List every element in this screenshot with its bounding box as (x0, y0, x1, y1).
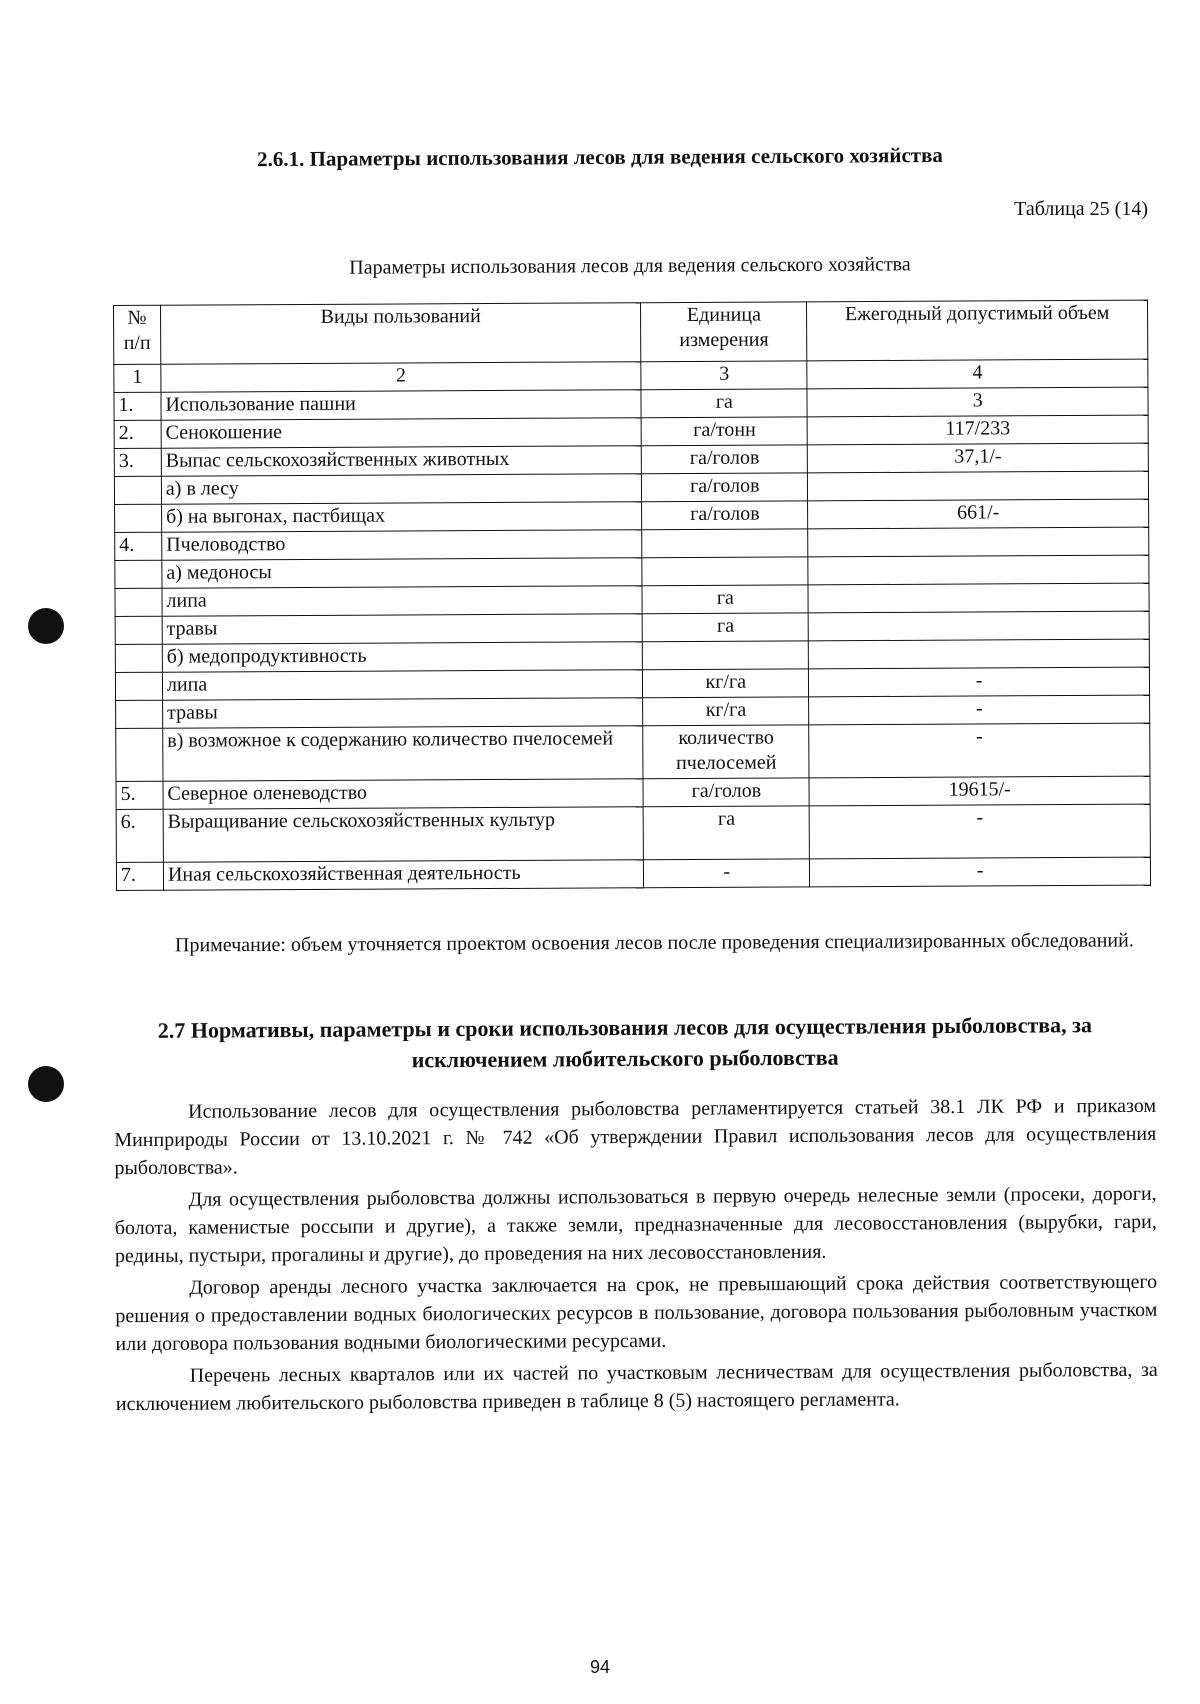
table-cell (808, 471, 1149, 501)
table-cell (115, 616, 162, 644)
table-cell: Виды пользований (160, 303, 641, 365)
table-header-row (114, 300, 1148, 364)
table-row (116, 804, 1150, 862)
paragraph: Перечень лесных кварталов или их частей по участковым лесничествам для осуществления рыболовства, за исключением любительского рыболовства приведен в таблице 8 (5) настоящего регламента. (115, 1358, 1158, 1416)
table-cell (808, 583, 1149, 613)
table-cell: 4 (807, 359, 1148, 389)
table-cell (116, 700, 163, 728)
punch-hole-mark (28, 608, 64, 644)
parameters-table-body (114, 300, 1151, 890)
table-cell: - (809, 667, 1150, 697)
table-cell: Единица измерения (641, 302, 807, 362)
table-cell: Ежегодный допустимый объем (807, 300, 1148, 361)
section-heading: 2.7 Нормативы, параметры и сроки использования лесов для осуществления рыболовства, за исключением любительского рыболовства (157, 1012, 1093, 1073)
table-cell: в) возможное к содержанию количество пчелосемей (163, 726, 644, 782)
body-text (114, 1092, 1158, 1422)
table-cell (643, 641, 809, 670)
table-cell: количество пчелосемей (643, 725, 809, 779)
table-caption: Параметры использования лесов для ведения сельского хозяйства (349, 253, 911, 279)
table-cell: - (644, 859, 810, 888)
table-cell: 1. (114, 392, 161, 420)
table-row (116, 857, 1150, 890)
table-cell: 2. (114, 420, 161, 448)
table-cell (115, 588, 162, 616)
table-cell: га/голов (643, 778, 809, 807)
table-cell: га/тонн (641, 417, 807, 446)
table-cell: Выращивание сельскохозяйственных культур (163, 807, 644, 863)
table-cell: б) медопродуктивность (162, 642, 643, 673)
paragraph: Использование лесов для осуществления рыболовства регламентируется статьей 38.1 ЛК РФ и приказом Минприроды России от 13.10.2021 г. № 742 «Об утверждении Правил использования лесов для осуществления рыболовства». (114, 1094, 1157, 1180)
table-cell (809, 639, 1150, 669)
table-cell: а) в лесу (161, 474, 642, 505)
table-cell: - (809, 695, 1150, 725)
table-cell: Иная сельскохозяйственная деятельность (163, 860, 644, 891)
table-cell: Выпас сельскохозяйственных животных (161, 446, 642, 477)
table-cell: б) на выгонах, пастбищах (161, 502, 642, 533)
table-cell: а) медоносы (162, 558, 643, 589)
table-cell: 661/- (808, 499, 1149, 529)
table-cell: га (643, 806, 809, 860)
table-cell (642, 557, 808, 586)
table-cell: - (809, 804, 1150, 859)
table-cell (116, 728, 163, 781)
table-cell (808, 611, 1149, 641)
table-cell: Северное оленеводство (163, 779, 644, 810)
section-heading: 2.6.1. Параметры использования лесов для ведения сельского хозяйства (257, 142, 943, 172)
table-cell: га/голов (642, 473, 808, 502)
table-cell: Использование пашни (161, 390, 642, 421)
table-cell: кг/га (643, 669, 809, 698)
table-cell: 3 (807, 387, 1148, 417)
table-cell: га/голов (642, 501, 808, 530)
table-cell: 2 (161, 362, 642, 393)
table-cell: 3. (114, 448, 161, 476)
table-cell: липа (162, 670, 643, 701)
table-cell (115, 504, 162, 532)
table-row (116, 723, 1150, 781)
table-cell: га (642, 585, 808, 614)
table-cell: 19615/- (809, 776, 1150, 806)
table-cell: 7. (116, 862, 163, 890)
table-note: Примечание: объем уточняется проектом освоения лесов после проведения специализированных обследований. (174, 929, 1134, 957)
table-cell: 37,1/- (808, 443, 1149, 473)
table-cell: травы (162, 614, 643, 645)
table-cell: № п/п (114, 305, 161, 364)
page-number: 94 (589, 1657, 611, 1677)
table-cell (115, 644, 162, 672)
table-cell: Сенокошение (161, 418, 642, 449)
table-cell (115, 560, 162, 588)
table-cell: га/голов (642, 445, 808, 474)
table-cell (642, 529, 808, 558)
table-cell (808, 527, 1149, 557)
parameters-table (113, 300, 1151, 891)
table-cell: Пчеловодство (162, 530, 643, 561)
table-cell: 6. (116, 809, 163, 862)
table-cell: кг/га (643, 697, 809, 726)
table-cell (808, 555, 1149, 585)
table-cell: липа (162, 586, 643, 617)
table-cell: травы (163, 698, 644, 729)
table-number: Таблица 25 (14) (1014, 198, 1148, 220)
table-cell (115, 672, 162, 700)
table-cell: - (810, 857, 1151, 887)
table-cell (114, 476, 161, 504)
table-cell: 3 (641, 361, 807, 390)
table-cell: га (642, 613, 808, 642)
table-cell: 4. (115, 532, 162, 560)
table-cell: 1 (114, 364, 161, 392)
paragraph: Для осуществления рыболовства должны использоваться в первую очередь нелесные земли (просеки, дороги, болота, каменистые россыпи и другие), а также земли, предназначенные для лесовосстановления (вырубки, гари, редины, пустыри, прогалины и другие), до проведения на них лесовосстановления. (114, 1182, 1157, 1268)
table-cell: - (809, 723, 1150, 778)
table-cell: 117/233 (807, 415, 1148, 445)
punch-hole-mark (28, 1066, 64, 1102)
paragraph: Договор аренды лесного участка заключается на срок, не превышающий срока действия соответствующего решения о предоставлении водных биологических ресурсов в пользование, договора пользования рыболовным участком или договора пользования водными биологическими ресурсами. (115, 1270, 1158, 1356)
table-cell: 5. (116, 781, 163, 809)
table-cell: га (641, 389, 807, 418)
